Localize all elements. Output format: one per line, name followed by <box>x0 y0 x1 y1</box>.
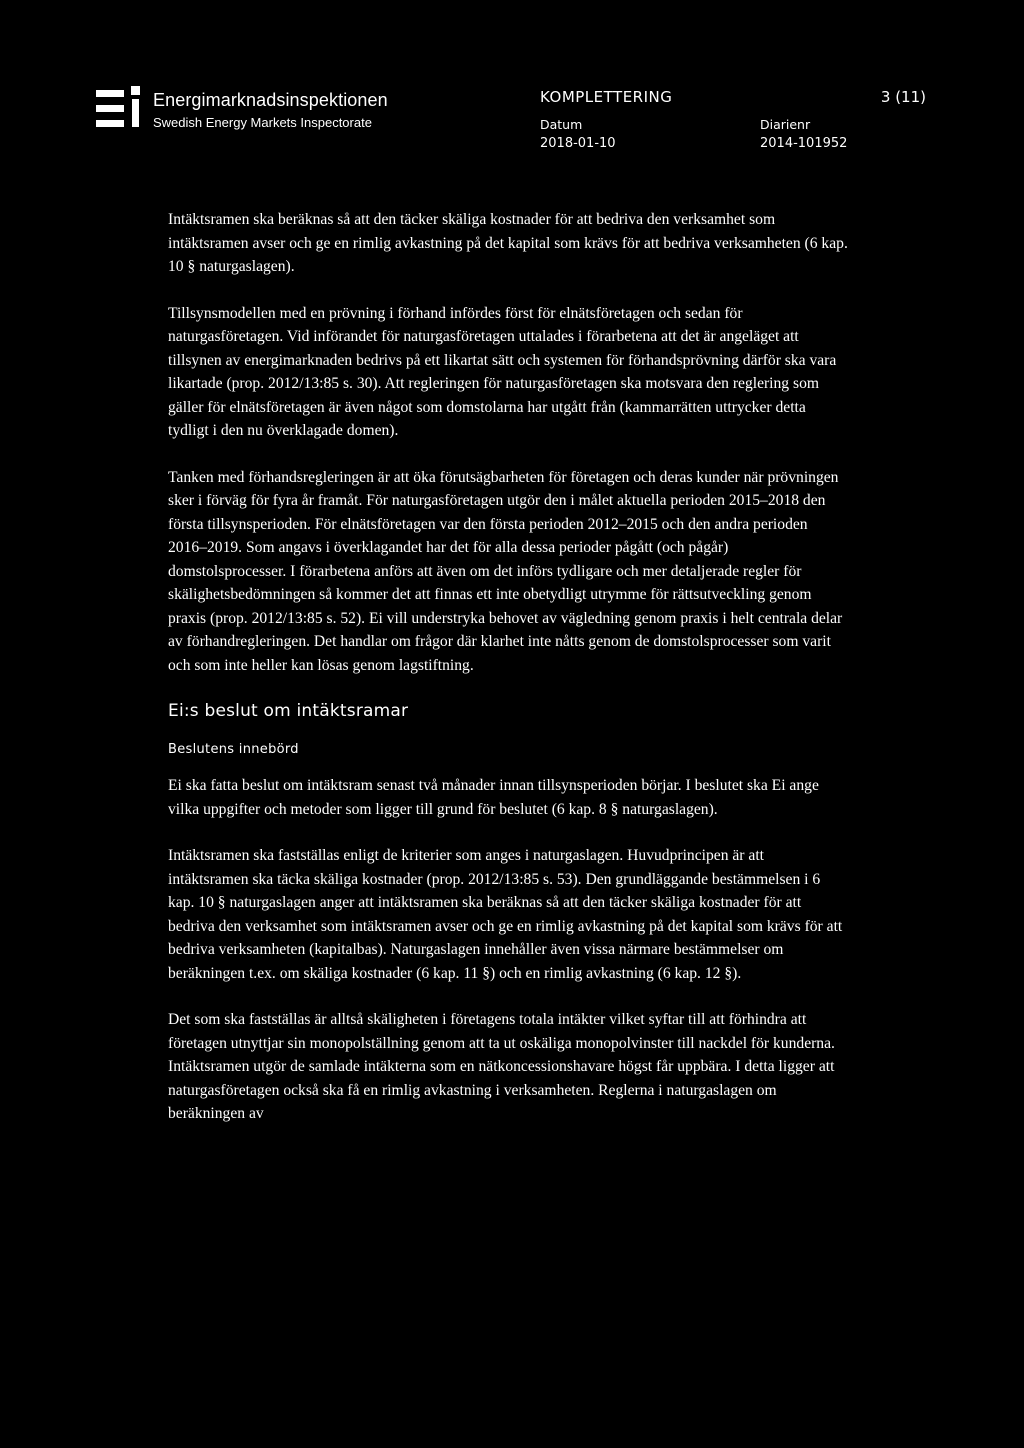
document-body <box>168 208 848 1149</box>
date-block <box>540 115 616 153</box>
registration-number: 2014-101952 <box>760 136 848 151</box>
paragraph-1: Intäktsramen ska beräknas så att den täcker skäliga kostnader för att bedriva den verksamhet som intäktsramen avser och ge en rimlig avkastning på det kapital som krävs för att bedriva verksamheten (6 kap. 10 § naturgaslagen). <box>168 211 848 275</box>
page-header <box>96 86 926 151</box>
subsection-heading: Beslutens innebörd <box>168 742 299 757</box>
document-type: KOMPLETTERING <box>540 88 673 106</box>
paragraph-4: Ei ska fatta beslut om intäktsram senast två månader innan tillsynsperioden börjar. I beslutet ska Ei ange vilka uppgifter och metoder som ligger till grund för beslutet (6 kap. 8 § naturgaslagen). <box>168 777 819 818</box>
section-heading: Ei:s beslut om intäktsramar <box>168 701 409 721</box>
date-label: Datum <box>540 117 583 132</box>
page-number: 3 (11) <box>880 88 926 106</box>
logo-bar-middle <box>96 105 124 112</box>
organization <box>153 90 388 132</box>
ei-logo-icon <box>96 86 150 130</box>
registration-block <box>760 115 847 153</box>
organization-name-english: Swedish Energy Markets Inspectorate <box>153 115 372 130</box>
paragraph-5: Intäktsramen ska fastställas enligt de kriterier som anges i naturgaslagen. Huvudprincipen är att intäktsramen ska täcka skäliga kostnader (prop. 2012/13:85 s. 53). Den grundläggande bestämmelsen i 6 kap. 10 § naturgaslagen anger att intäktsramen ska beräknas så att den täcker skäliga kostnader för att bedriva den verksamhet som intäktsramen avser och ge en rimlig avkastning på det kapital som krävs för att bedriva verksamheten (kapitalbas). Naturgaslagen innehåller även vissa närmare bestämmelser om beräkningen t.ex. om skäliga kostnader (6 kap. 11 §) och en rimlig avkastning (6 kap. 12 §). <box>168 847 843 982</box>
logo-i-dot <box>131 86 140 95</box>
paragraph-2: Tillsynsmodellen med en prövning i förhand infördes först för elnätsföretagen och sedan för naturgasföretagen. Vid införandet för naturgasföretagen uttalades i förarbetena att det är angeläget att tillsynen av energimarknaden bedrivs på ett likartat sätt och systemen för förhandsprövning därför ska vara likartade (prop. 2012/13:85 s. 30). Att regleringen för naturgasföretagen ska motsvara den reglering som gäller för elnätsföretagen är även något som domstolarna har utgått från (kammarrätten uttrycker detta tydligt i den nu överklagade domen). <box>168 304 837 439</box>
logo-i-stem <box>132 99 139 127</box>
logo-bar-top <box>96 90 124 97</box>
paragraph-3: Tanken med förhandsregleringen är att öka förutsägbarheten för företagen och deras kunder när prövningen sker i förväg för fyra år framåt. För naturgasföretagen utgör den i målet aktuella perioden 2015–2018 den första tillsynsperioden. För elnätsföretagen var den första perioden 2012–2015 och den andra perioden 2016–2019. Som angavs i överklagandet har det för alla dessa perioder pågått (och pågår) domstolsprocesser. I förarbetena anförs att även om det införs tydligare och mer detaljerade regler för skälighetsbedömningen så kommer det att finnas ett inte obetydligt utrymme för rättsutveckling genom praxis (prop. 2012/13:85 s. 52). Ei vill understryka behovet av vägledning genom praxis i helt centrala delar av förhandregleringen. Det handlar om frågor där klarhet inte nåtts genom de domstolsprocesser som varit och som inte heller kan lösas genom lagstiftning. <box>168 468 843 674</box>
registration-label: Diarienr <box>760 117 811 132</box>
date-value: 2018-01-10 <box>540 136 616 151</box>
paragraph-6: Det som ska fastställas är alltså skäligheten i företagens totala intäkter vilket syftar till att förhindra att företagen utnyttjar sin monopolställning genom att ta ut oskäliga monopolvinster till nackdel för kunderna. Intäktsramen utgör de samlade intäkterna som en nätkoncessionshavare högst får uppbära. I detta ligger att naturgasföretagen också ska få en rimlig avkastning i verksamheten. Reglerna i naturgaslagen om beräkningen av <box>168 1011 835 1122</box>
logo-bar-bottom <box>96 120 124 127</box>
organization-name: Energimarknadsinspektionen <box>153 90 388 110</box>
